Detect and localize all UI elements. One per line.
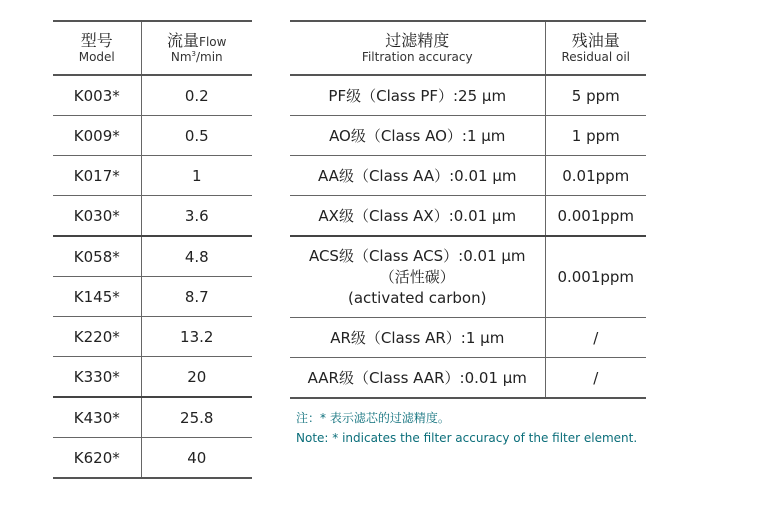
flow-cell: 0.5 <box>141 116 252 156</box>
model-cell: K030* <box>53 196 141 237</box>
table-header-row <box>290 21 646 75</box>
residual-cell: 5 ppm <box>545 75 646 116</box>
table-row <box>53 397 252 438</box>
accuracy-cell: PF级（Class PF）:25 μm <box>290 75 545 116</box>
table-row <box>290 196 646 237</box>
flow-cell: 20 <box>141 357 252 398</box>
accuracy-line: （活性碳） <box>379 267 455 286</box>
flow-cell: 25.8 <box>141 397 252 438</box>
residual-cell: 1 ppm <box>545 116 646 156</box>
footnote-en: Note: * indicates the filter accuracy of the filter element. <box>296 431 638 445</box>
footnote-zh: 注：* 表示滤芯的过滤精度。 <box>296 411 450 425</box>
model-header-en: Model <box>78 50 115 65</box>
residual-cell: 0.01ppm <box>545 156 646 196</box>
model-header <box>53 21 141 75</box>
model-flow-table <box>53 20 252 479</box>
flow-unit-base: Nm <box>170 50 192 65</box>
flow-unit <box>142 50 253 64</box>
residual-cell: 0.001ppm <box>545 236 646 318</box>
flow-cell: 3.6 <box>141 196 252 237</box>
residual-header-zh: 残油量 <box>571 31 620 51</box>
table-row <box>53 317 252 357</box>
residual-cell: 0.001ppm <box>545 196 646 237</box>
flow-cell: 8.7 <box>141 277 252 317</box>
residual-cell: / <box>545 318 646 358</box>
table-row <box>53 277 252 317</box>
table-row <box>53 156 252 196</box>
model-cell: K430* <box>53 397 141 438</box>
table-row <box>53 438 252 479</box>
table-row <box>290 358 646 399</box>
flow-unit-sup: 3 <box>191 50 196 59</box>
table-row <box>290 318 646 358</box>
table-row <box>290 75 646 116</box>
accuracy-header <box>290 21 545 75</box>
accuracy-header-zh: 过滤精度 <box>385 31 450 51</box>
table-row <box>290 156 646 196</box>
table-row <box>290 116 646 156</box>
accuracy-cell: AX级（Class AX）:0.01 μm <box>290 196 545 237</box>
accuracy-cell: AO级（Class AO）:1 μm <box>290 116 545 156</box>
model-cell: K220* <box>53 317 141 357</box>
accuracy-residual-table <box>290 20 646 399</box>
model-cell: K009* <box>53 116 141 156</box>
flow-unit-tail: /min <box>195 50 223 65</box>
flow-cell: 13.2 <box>141 317 252 357</box>
model-cell: K330* <box>53 357 141 398</box>
accuracy-cell: AAR级（Class AAR）:0.01 μm <box>290 358 545 399</box>
table-header-row <box>53 21 252 75</box>
table-row <box>53 116 252 156</box>
residual-header <box>545 21 646 75</box>
flow-cell: 1 <box>141 156 252 196</box>
accuracy-cell: AR级（Class AR）:1 μm <box>290 318 545 358</box>
model-cell: K058* <box>53 236 141 277</box>
accuracy-cell <box>290 236 545 318</box>
table-row <box>53 75 252 116</box>
flow-header <box>141 21 252 75</box>
accuracy-line: ACS级（Class ACS）:0.01 μm <box>308 246 526 265</box>
flow-header-en: Flow <box>199 35 227 50</box>
table-row <box>290 236 646 318</box>
flow-cell: 40 <box>141 438 252 479</box>
residual-header-en: Residual oil <box>561 50 630 65</box>
model-cell: K017* <box>53 156 141 196</box>
model-cell: K620* <box>53 438 141 479</box>
accuracy-header-en: Filtration accuracy <box>361 50 473 65</box>
model-cell: K145* <box>53 277 141 317</box>
accuracy-cell: AA级（Class AA）:0.01 μm <box>290 156 545 196</box>
table-row <box>53 196 252 237</box>
model-cell: K003* <box>53 75 141 116</box>
table-row <box>53 357 252 398</box>
model-header-zh: 型号 <box>80 31 113 51</box>
flow-header-zh: 流量 <box>167 31 200 51</box>
flow-cell: 0.2 <box>141 75 252 116</box>
flow-cell: 4.8 <box>141 236 252 277</box>
accuracy-line: (activated carbon) <box>348 288 487 307</box>
residual-cell: / <box>545 358 646 399</box>
table-row <box>53 236 252 277</box>
